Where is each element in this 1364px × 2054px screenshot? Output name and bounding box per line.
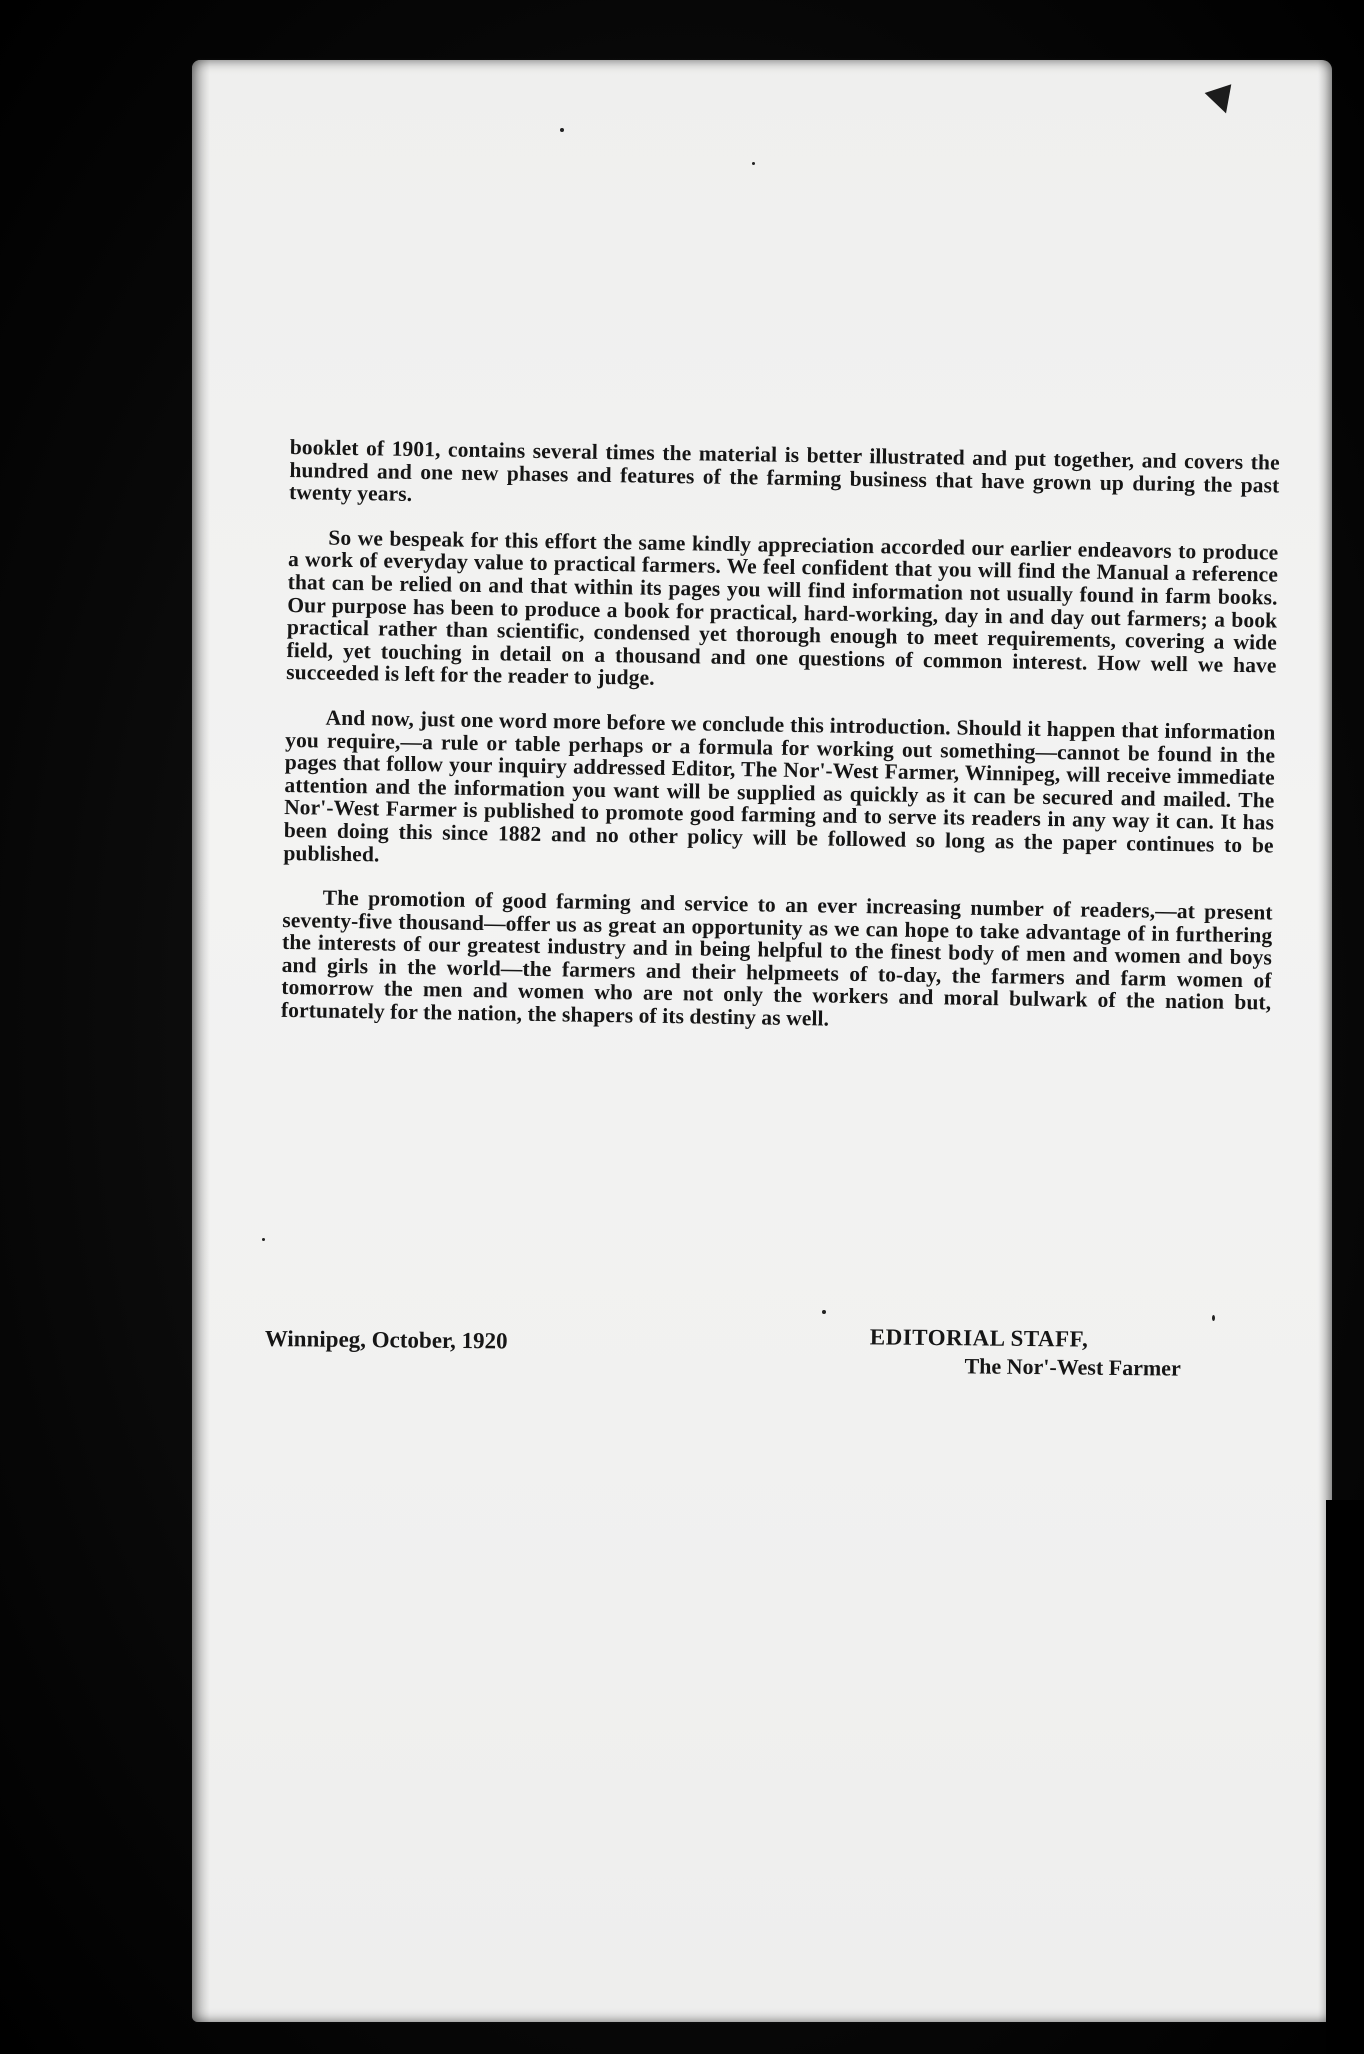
dust-speck xyxy=(560,128,564,132)
dust-speck xyxy=(1212,1315,1215,1321)
paragraph-1: booklet of 1901, contains several times the material is better illustrated and put together, and covers the hundred and one new phases and features of the farming business that have grown up during the past twenty years. xyxy=(288,435,1280,507)
scan-dark-edge xyxy=(1326,1500,1364,2054)
editorial-staff-signature: EDITORIAL STAFF, xyxy=(869,1324,1089,1352)
signoff-block xyxy=(264,1318,1225,1408)
paragraph-4: The promotion of good farming and service to an ever increasing number of readers,—at present seventy-five thousand—offer us as great an opportunity as we can hope to take advantage of in furthering the interests of our greatest industry and in being helpful to the finest body of men and women and boys and girls in the world—the farmers and their helpmeets of to-day, the farmers and farm women of tomorrow the men and women who are not only the workers and moral bulwark of the nation but, fortunately for the nation, the shapers of its destiny as well. xyxy=(280,885,1273,1031)
place-and-date: Winnipeg, October, 1920 xyxy=(264,1325,508,1354)
dust-speck xyxy=(822,1310,826,1314)
introduction-text xyxy=(280,436,1279,1059)
dust-speck xyxy=(752,162,755,165)
publication-name: The Nor'-West Farmer xyxy=(964,1353,1181,1381)
paragraph-3: And now, just one word more before we conclude this introduction. Should it happen that information you require,—a rule or table perhaps or a formula for working out something—cannot be found in the pages that follow your inquiry addressed Editor, The Nor'-West Farmer, Winnipeg, will receive immediate attention and the information you want will be supplied as quickly as it can be secured and mailed. The Nor'-West Farmer is published to promote good farming and to serve its readers in any way it can. It has been doing this since 1882 and no other policy will be followed so long as the paper continues to be published. xyxy=(283,705,1276,866)
dust-speck xyxy=(262,1238,265,1241)
paragraph-2: So we bespeak for this effort the same kindly appreciation accorded our earlier endeavors to produce a work of everyday value to practical farmers. We feel confident that you will find the Manual a reference that can be relied on and that within its pages you will find information not usually found in farm books. Our purpose has been to produce a book for practical, hard-working, day in and day out farmers; a book practical rather than scientific, condensed yet thorough enough to meet requirements, covering a wide field, yet touching in detail on a thousand and one questions of common interest. How well we have succeeded is left for the reader to judge. xyxy=(286,525,1279,691)
